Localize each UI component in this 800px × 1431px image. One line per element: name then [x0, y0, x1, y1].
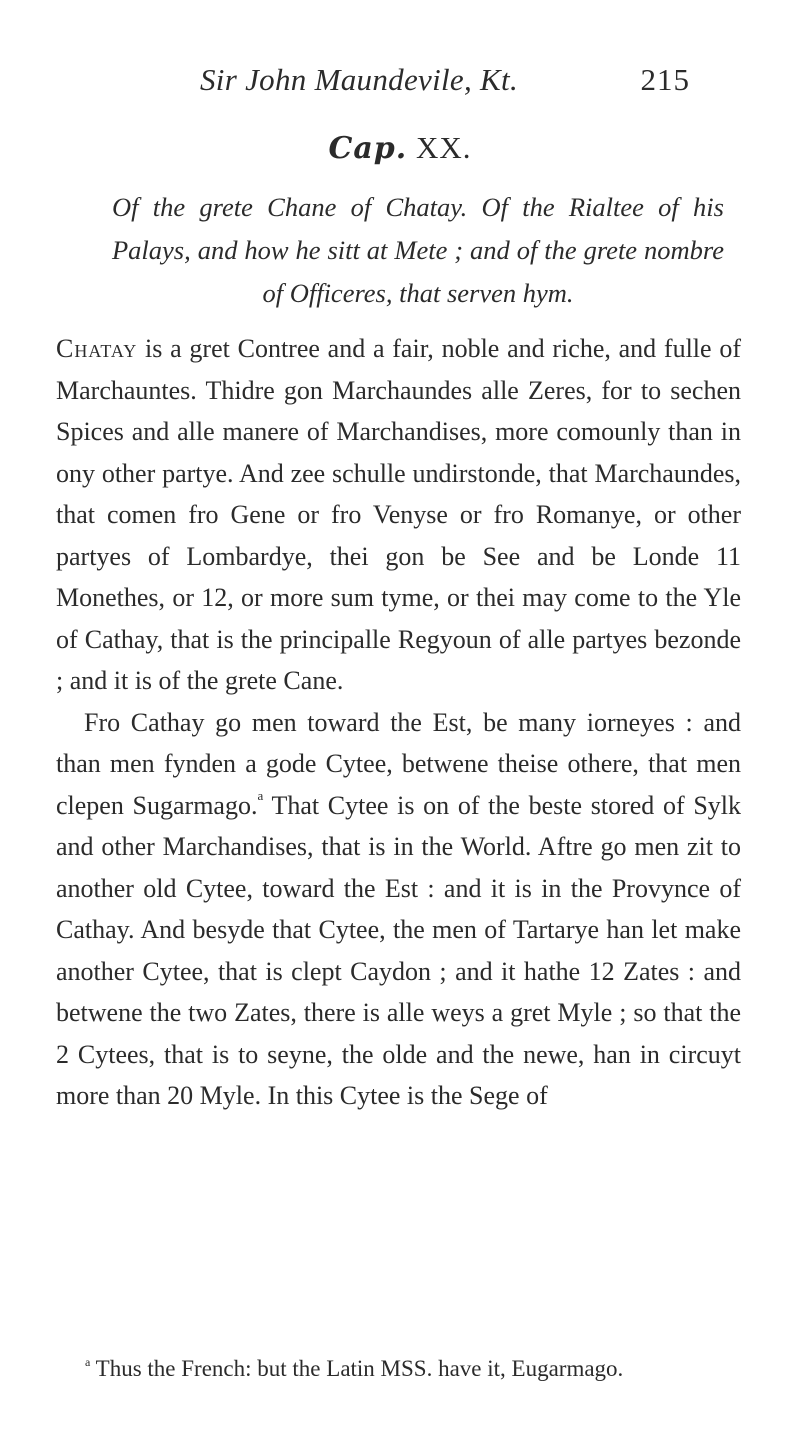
running-title: Sir John Maundevile, Kt. — [200, 62, 519, 97]
running-head — [170, 62, 690, 102]
paragraph-lead: Chatay — [56, 334, 138, 363]
chapter-summary: Of the grete Chane of Chatay. Of the Rialtee of his Palays, and how he sitt at Mete ; and of the grete nombre of Officeres, that serven hym. — [112, 192, 724, 308]
page-number: 215 — [640, 62, 690, 97]
paragraph — [56, 328, 741, 702]
chapter-prefix: Cap. — [328, 131, 408, 166]
paragraph — [56, 702, 741, 1117]
paragraph-text: is a gret Contree and a fair, noble and riche, and fulle of Marchauntes. Thidre gon Marchaundes alle Zeres, for to sechen Spices and alle manere of Marchandises, more comounly than in ony other partye. And zee schulle undirstonde, that Marchaundes, that comen fro Gene or fro Venyse or fro Romanye, or other partyes of Lombardye, thei gon be See and be Londe 11 Monethes, or 12, or more sum tyme, or thei may come to the Yle of Cathay, that is the principalle Regyoun of alle partyes bezonde ; and it is of the grete Cane. — [56, 334, 741, 695]
paragraph-text-before-note: Fro Cathay go men toward the Est, be many iorneyes : and than men fynden a gode Cytee, betwene theise othere, that men clepen Sugarmago. — [56, 707, 741, 820]
footnote-text: Thus the French: but the Latin MSS. have it, Eugarmago. — [95, 1356, 624, 1381]
footnote-marker: a — [85, 1355, 91, 1369]
footnote — [85, 1355, 725, 1383]
body-text — [56, 328, 741, 1117]
chapter-number: XX. — [415, 130, 472, 165]
paragraph-text-after-note: That Cytee is on of the beste stored of Sylk and other Marchandises, that is in the World. Aftre go men zit to another old Cytee, toward the Est : and it is in the Provynce of Cathay. And besyde that Cytee, the men of Tartarye han let make another Cytee, that is clept Caydon ; and it hathe 12 Zates : and betwene the two Zates, there is alle weys a gret Myle ; so that the 2 Cytees, that is to seyne, the olde and the newe, han in circuyt more than 20 Myle. In this Cytee is the Sege of — [56, 790, 741, 1110]
chapter-heading — [0, 130, 800, 166]
footnote-reference: a — [257, 787, 264, 803]
